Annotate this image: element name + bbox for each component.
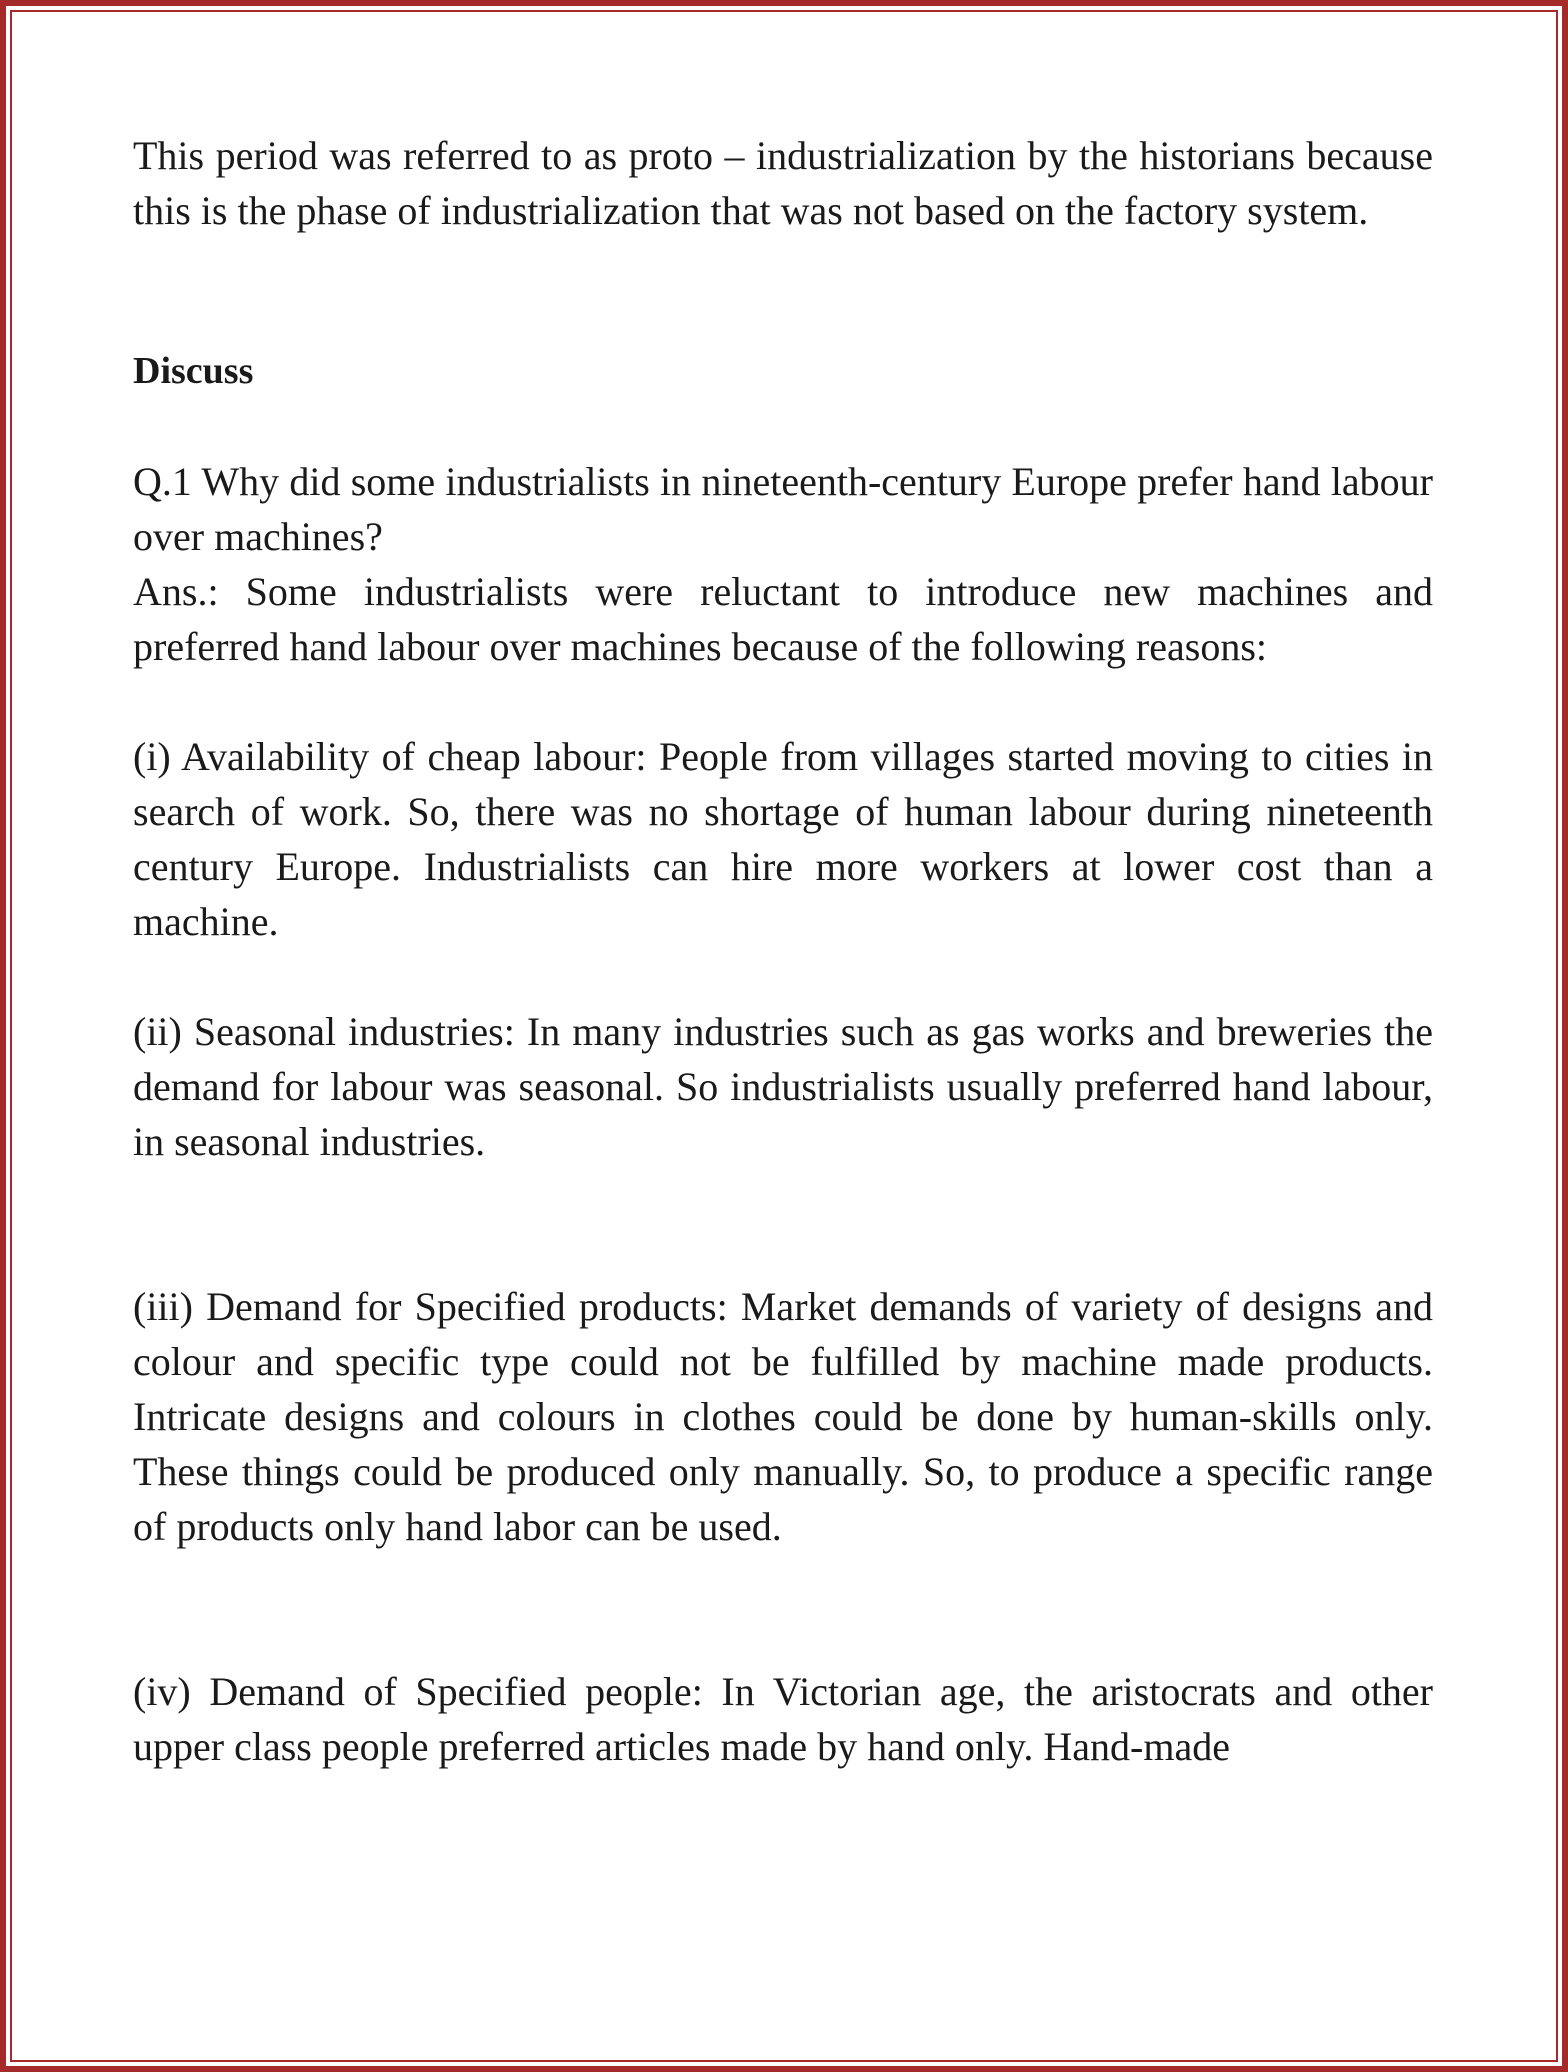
document-body <box>133 128 1433 1774</box>
answer-point-3: (iii) Demand for Specified products: Market demands of variety of designs and colour and specific type could not be fulfilled by machine made products. Intricate designs and colours in clothes could be done by human-skills only. These things could be produced only manually. So, to produce a specific range of products only hand labor can be used. <box>133 1284 1433 1549</box>
question-text: Q.1 Why did some industrialists in nineteenth-century Europe prefer hand labour over machines? <box>133 459 1433 559</box>
answer-point-1: (i) Availability of cheap labour: People from villages started moving to cities in search of work. So, there was no shortage of human labour during nineteenth century Europe. Industrialists can hire more workers at lower cost than a machine. <box>133 734 1433 944</box>
answer-point-2: (ii) Seasonal industries: In many industries such as gas works and breweries the demand for labour was seasonal. So industrialists usually preferred hand labour, in seasonal industries. <box>133 1009 1433 1164</box>
answer-point-4: (iv) Demand of Specified people: In Victorian age, the aristocrats and other upper class people preferred articles made by hand only. Hand-made <box>133 1669 1433 1769</box>
intro-paragraph: This period was referred to as proto – industrialization by the historians because this is the phase of industrialization that was not based on the factory system. <box>133 133 1433 233</box>
answer-intro: Ans.: Some industrialists were reluctant to introduce new machines and preferred hand labour over machines because of the following reasons: <box>133 569 1433 669</box>
section-heading: Discuss <box>133 350 254 392</box>
